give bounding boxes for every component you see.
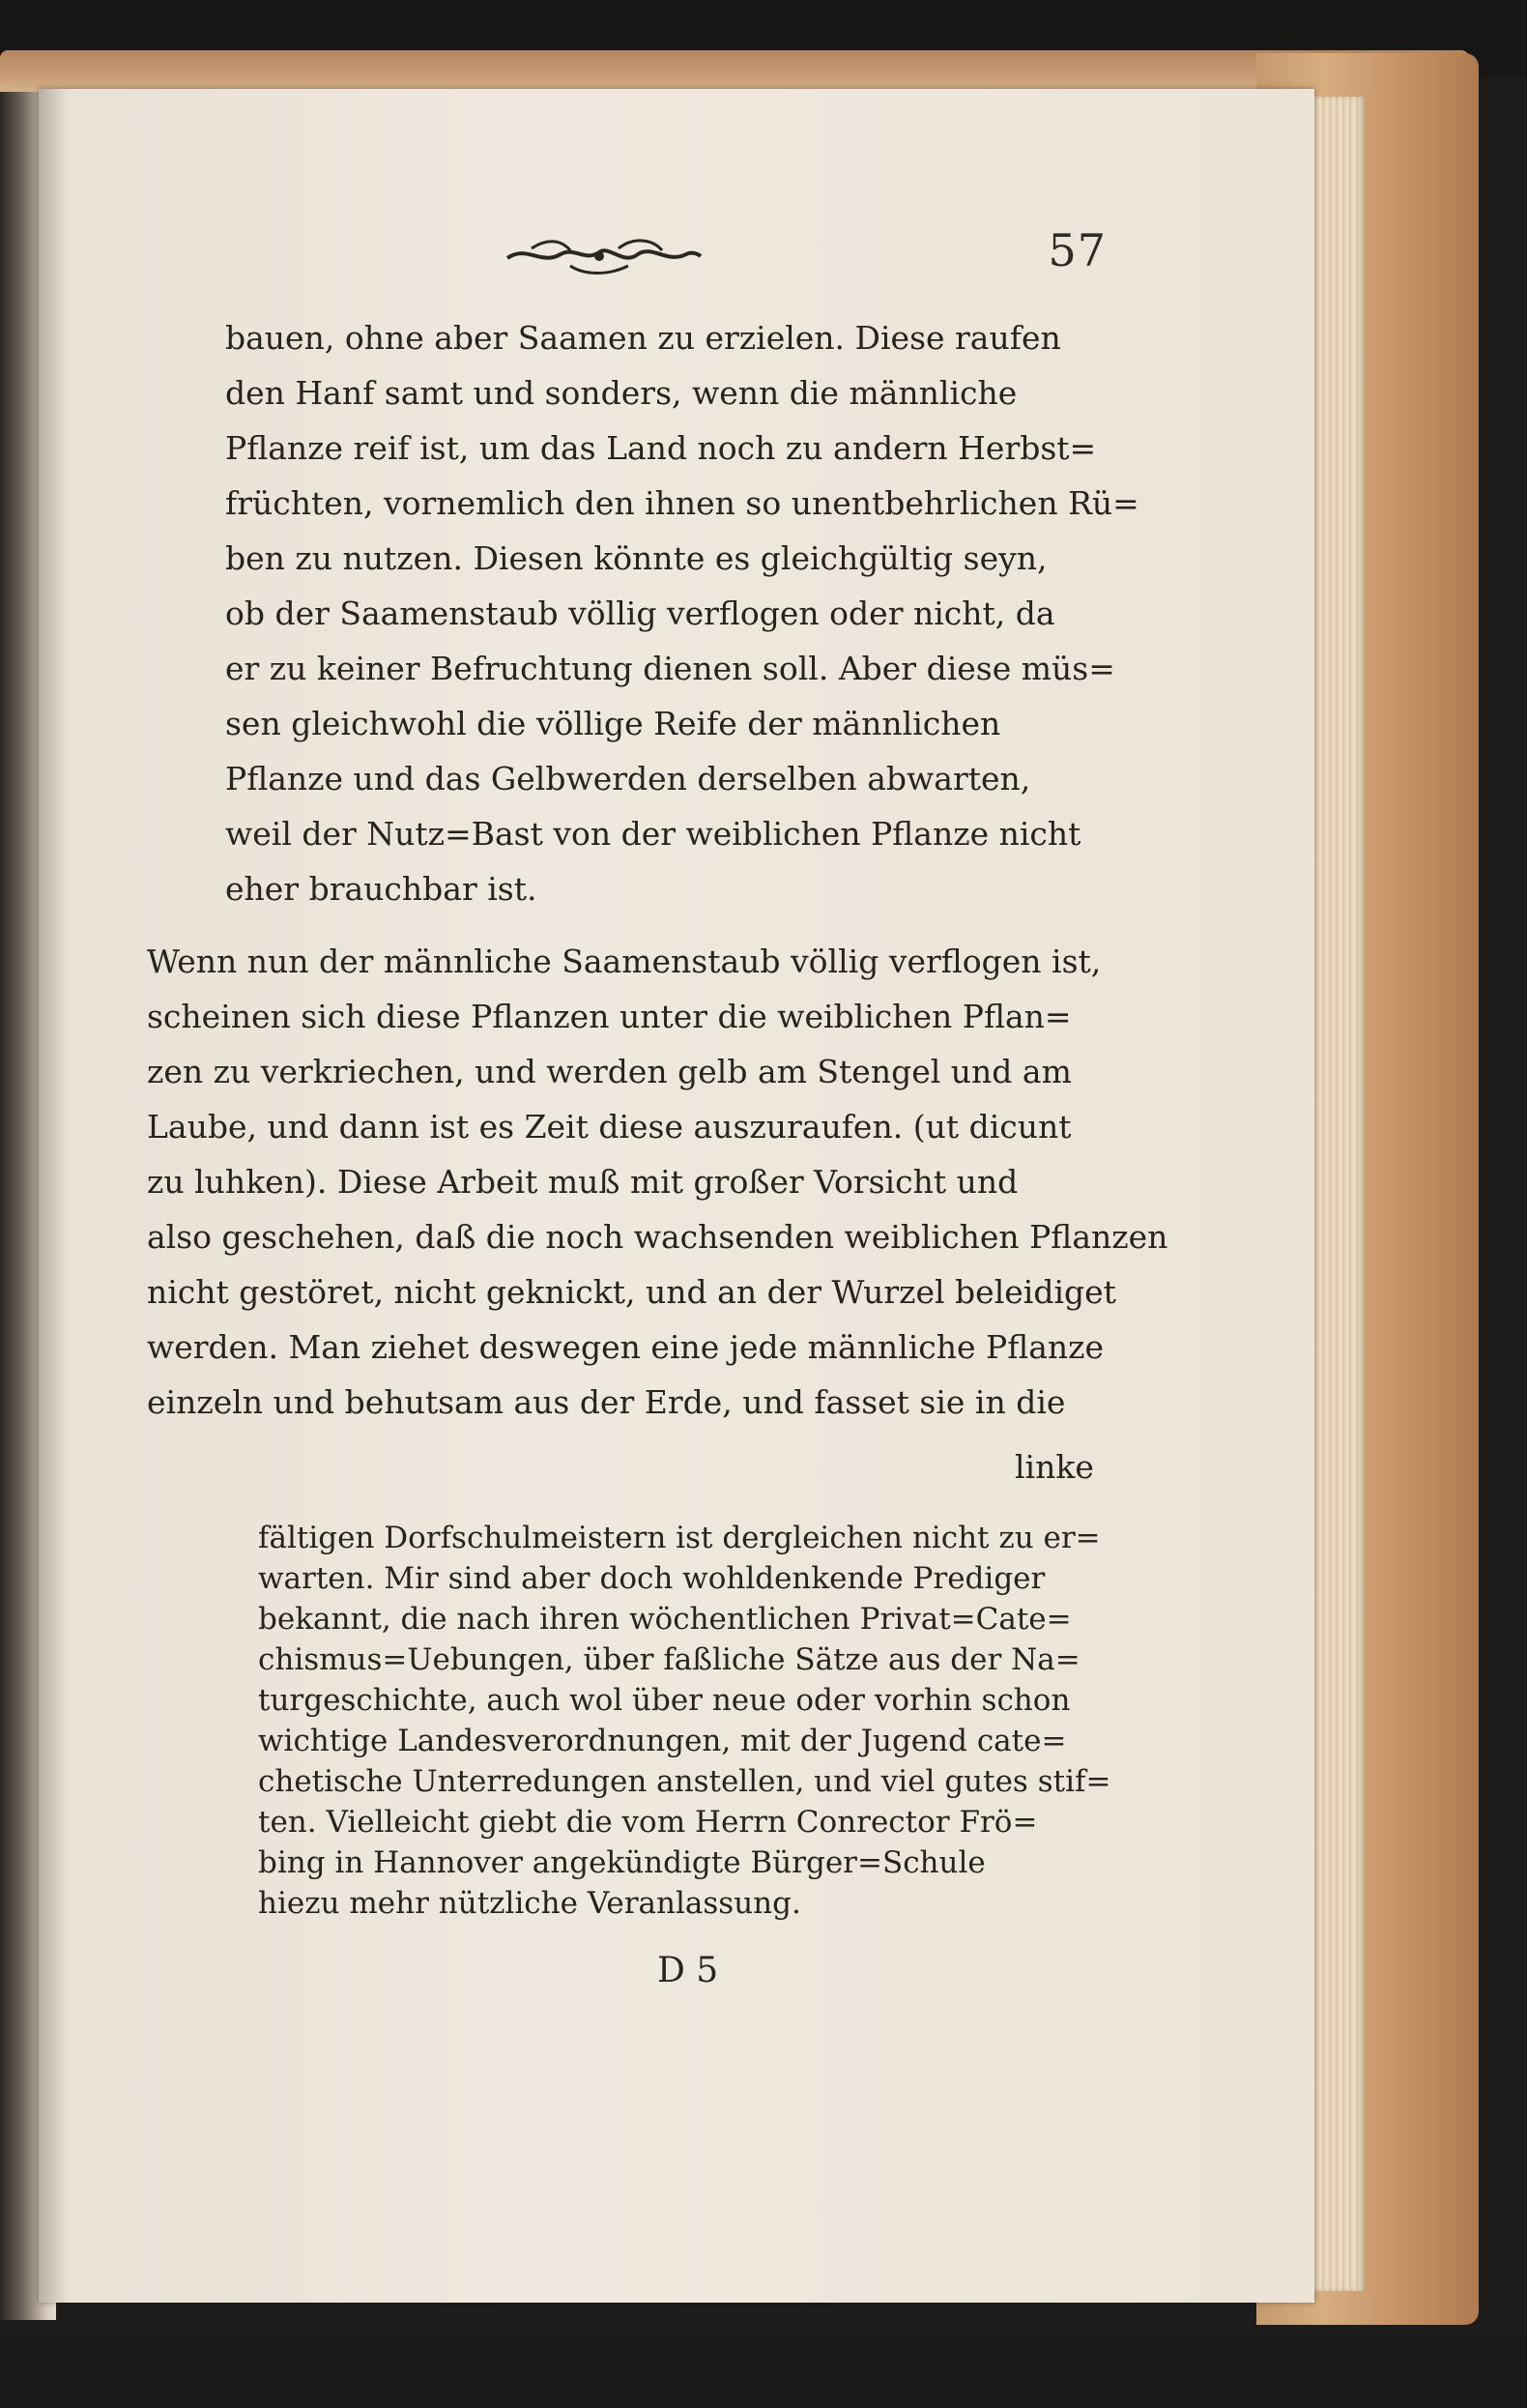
text-line: weil der Nutz=Bast von der weiblichen Pflanze nicht bbox=[225, 815, 1081, 853]
footnote-line: warten. Mir sind aber doch wohldenkende Prediger bbox=[258, 1561, 1046, 1596]
text-line: ben zu nutzen. Diesen könnte es gleichgültig seyn, bbox=[225, 539, 1048, 577]
text-line: Laube, und dann ist es Zeit diese auszuraufen. (ut dicunt bbox=[147, 1108, 1072, 1146]
text-line: bauen, ohne aber Saamen zu erzielen. Diese raufen bbox=[225, 319, 1061, 357]
text-line: nicht gestöret, nicht geknickt, und an der Wurzel beleidiget bbox=[147, 1273, 1116, 1311]
footnote-line: wichtige Landesverordnungen, mit der Jugend cate= bbox=[258, 1724, 1067, 1758]
catchword: linke bbox=[1015, 1448, 1094, 1486]
text-line: Pflanze und das Gelbwerden derselben abwarten, bbox=[225, 760, 1031, 798]
text-line: Pflanze reif ist, um das Land noch zu andern Herbst= bbox=[225, 429, 1097, 467]
text-line: zen zu verkriechen, und werden gelb am Stengel und am bbox=[147, 1053, 1072, 1090]
signature-mark: D 5 bbox=[657, 1951, 719, 1990]
header-ornament-icon bbox=[503, 227, 706, 285]
footnote-line: chismus=Uebungen, über faßliche Sätze aus der Na= bbox=[258, 1642, 1080, 1677]
footnote-line: bekannt, die nach ihren wöchentlichen Privat=Cate= bbox=[258, 1602, 1072, 1637]
page-gutter-shadow bbox=[39, 89, 68, 2303]
text-line: eher brauchbar ist. bbox=[225, 870, 537, 908]
text-line: ob der Saamenstaub völlig verflogen oder nicht, da bbox=[225, 595, 1055, 632]
scan-background-bottom bbox=[0, 2335, 1527, 2408]
text-line: werden. Man ziehet deswegen eine jede männliche Pflanze bbox=[147, 1328, 1105, 1366]
footnote-line: hiezu mehr nützliche Veranlassung. bbox=[258, 1886, 801, 1921]
page-number: 57 bbox=[1048, 224, 1107, 276]
text-line: Wenn nun der männliche Saamenstaub völlig verflogen ist, bbox=[147, 943, 1102, 980]
text-line: zu luhken). Diese Arbeit muß mit großer Vorsicht und bbox=[147, 1163, 1019, 1201]
footnote-line: chetische Unterredungen anstellen, und viel gutes stif= bbox=[258, 1764, 1111, 1799]
text-line: also geschehen, daß die noch wachsenden weiblichen Pflanzen bbox=[147, 1218, 1168, 1256]
text-line: er zu keiner Befruchtung dienen soll. Aber diese müs= bbox=[225, 650, 1115, 687]
text-line: früchten, vornemlich den ihnen so unentbehrlichen Rü= bbox=[225, 484, 1139, 522]
footnote-line: ten. Vielleicht giebt die vom Herrn Conrector Frö= bbox=[258, 1805, 1038, 1840]
footnote-line: fältigen Dorfschulmeistern ist dergleichen nicht zu er= bbox=[258, 1521, 1101, 1555]
footnote-line: turgeschichte, auch wol über neue oder vorhin schon bbox=[258, 1683, 1071, 1718]
text-line: scheinen sich diese Pflanzen unter die weiblichen Pflan= bbox=[147, 998, 1072, 1035]
text-line: sen gleichwohl die völlige Reife der männlichen bbox=[225, 705, 1001, 742]
footnote-line: bing in Hannover angekündigte Bürger=Schule bbox=[258, 1845, 986, 1880]
text-line: einzeln und behutsam aus der Erde, und fasset sie in die bbox=[147, 1383, 1066, 1421]
text-line: den Hanf samt und sonders, wenn die männliche bbox=[225, 374, 1018, 412]
